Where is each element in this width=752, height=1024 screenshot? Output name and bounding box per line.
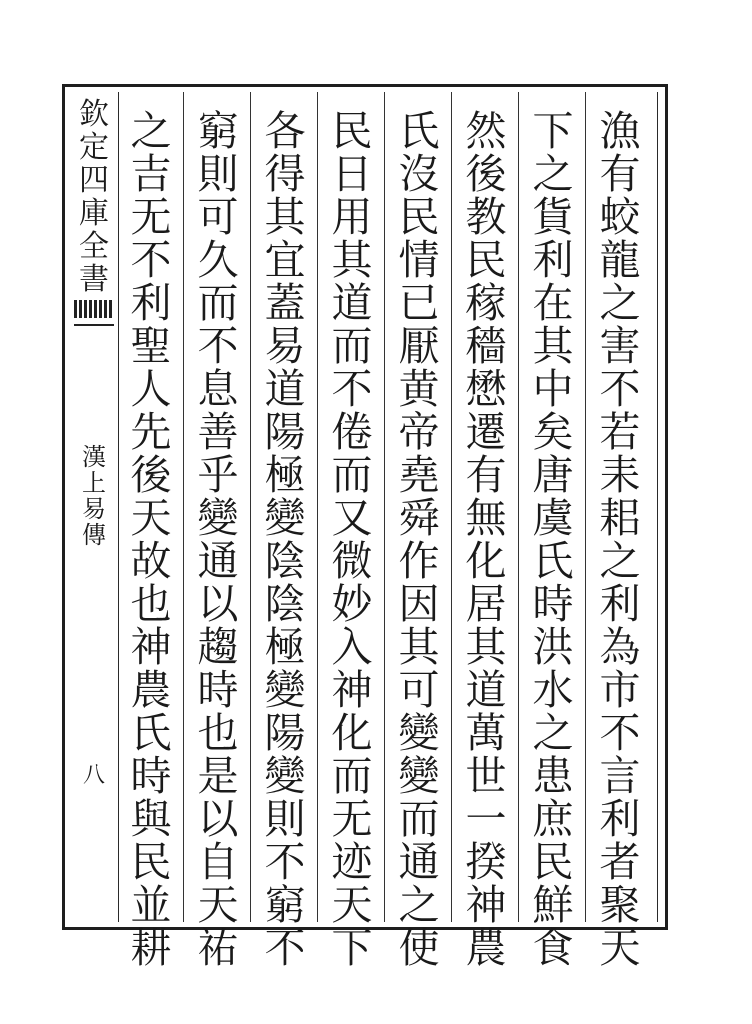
glyph: 通 xyxy=(398,838,440,886)
glyph: 有 xyxy=(465,451,507,499)
glyph: 易 xyxy=(82,495,106,523)
glyph: 漁 xyxy=(599,107,641,155)
glyph: 聖 xyxy=(130,322,172,370)
glyph: 可 xyxy=(398,666,440,714)
glyph: 不 xyxy=(130,236,172,284)
glyph: 神 xyxy=(331,666,373,714)
glyph: 變 xyxy=(264,666,306,714)
text-column-3 xyxy=(456,107,516,972)
glyph: 之 xyxy=(599,537,641,585)
glyph: 變 xyxy=(264,752,306,800)
glyph: 中 xyxy=(532,365,574,413)
glyph: 陽 xyxy=(264,709,306,757)
glyph: 與 xyxy=(130,795,172,843)
glyph: 氏 xyxy=(398,107,440,155)
glyph: 可 xyxy=(197,193,239,241)
glyph: 一 xyxy=(465,795,507,843)
glyph: 民 xyxy=(130,838,172,886)
glyph: 有 xyxy=(599,150,641,198)
glyph: 又 xyxy=(331,494,373,542)
glyph: 神 xyxy=(465,881,507,929)
glyph: 是 xyxy=(197,752,239,800)
glyph: 龍 xyxy=(599,236,641,284)
glyph: 下 xyxy=(532,107,574,155)
glyph: 已 xyxy=(398,279,440,327)
glyph: 揆 xyxy=(465,838,507,886)
glyph: 耜 xyxy=(599,494,641,542)
glyph: 然 xyxy=(465,107,507,155)
glyph: 欽 xyxy=(79,97,109,132)
glyph: 化 xyxy=(331,709,373,757)
glyph: 也 xyxy=(130,580,172,628)
glyph: 作 xyxy=(398,537,440,585)
glyph: 庶 xyxy=(532,795,574,843)
glyph: 得 xyxy=(264,150,306,198)
glyph: 遷 xyxy=(465,408,507,456)
glyph: 其 xyxy=(264,193,306,241)
glyph: 用 xyxy=(331,193,373,241)
glyph: 變 xyxy=(398,752,440,800)
glyph: 微 xyxy=(331,537,373,585)
fishtail-line xyxy=(74,324,114,326)
glyph: 稼 xyxy=(465,279,507,327)
glyph: 帝 xyxy=(398,408,440,456)
text-column-7 xyxy=(188,107,248,972)
glyph: 天 xyxy=(331,881,373,929)
glyph: 道 xyxy=(465,666,507,714)
glyph: 不 xyxy=(599,709,641,757)
glyph: 利 xyxy=(599,580,641,628)
glyph: 氏 xyxy=(130,709,172,757)
glyph: 不 xyxy=(331,365,373,413)
glyph: 道 xyxy=(264,365,306,413)
glyph: 黄 xyxy=(398,365,440,413)
glyph: 乎 xyxy=(197,451,239,499)
glyph: 道 xyxy=(331,279,373,327)
glyph: 並 xyxy=(130,881,172,929)
glyph: 患 xyxy=(532,752,574,800)
glyph: 之 xyxy=(398,881,440,929)
glyph: 氏 xyxy=(532,537,574,585)
glyph: 言 xyxy=(599,752,641,800)
glyph: 民 xyxy=(398,193,440,241)
glyph: 虞 xyxy=(532,494,574,542)
glyph: 沒 xyxy=(398,150,440,198)
column-rule xyxy=(451,92,452,922)
glyph: 不 xyxy=(197,322,239,370)
glyph: 而 xyxy=(331,752,373,800)
glyph: 息 xyxy=(197,365,239,413)
glyph: 食 xyxy=(532,924,574,972)
glyph: 時 xyxy=(130,752,172,800)
glyph: 在 xyxy=(532,279,574,327)
glyph: 時 xyxy=(197,666,239,714)
fishtail-ornament xyxy=(74,300,114,318)
glyph: 之 xyxy=(532,709,574,757)
glyph: 无 xyxy=(130,193,172,241)
column-rule xyxy=(183,92,184,922)
column-rule xyxy=(585,92,586,922)
glyph: 陰 xyxy=(264,580,306,628)
glyph: 陰 xyxy=(264,537,306,585)
glyph: 不 xyxy=(264,924,306,972)
glyph: 其 xyxy=(331,236,373,284)
glyph: 利 xyxy=(599,795,641,843)
glyph: 以 xyxy=(197,580,239,628)
glyph: 趨 xyxy=(197,623,239,671)
glyph: 因 xyxy=(398,580,440,628)
glyph: 其 xyxy=(398,623,440,671)
glyph: 善 xyxy=(197,408,239,456)
glyph: 迹 xyxy=(331,838,373,886)
glyph: 以 xyxy=(197,795,239,843)
glyph: 之 xyxy=(599,279,641,327)
glyph: 害 xyxy=(599,322,641,370)
glyph: 民 xyxy=(465,236,507,284)
column-rule xyxy=(250,92,251,922)
glyph: 天 xyxy=(197,881,239,929)
glyph: 矣 xyxy=(532,408,574,456)
glyph: 其 xyxy=(532,322,574,370)
glyph: 若 xyxy=(599,408,641,456)
glyph: 自 xyxy=(197,838,239,886)
text-column-1 xyxy=(590,107,650,972)
glyph: 洪 xyxy=(532,623,574,671)
series-title xyxy=(70,98,118,296)
glyph: 民 xyxy=(331,107,373,155)
glyph: 入 xyxy=(331,623,373,671)
glyph: 下 xyxy=(331,924,373,972)
glyph: 不 xyxy=(599,365,641,413)
glyph: 萬 xyxy=(465,709,507,757)
glyph: 耕 xyxy=(130,924,172,972)
glyph: 傳 xyxy=(82,521,106,549)
glyph: 利 xyxy=(532,236,574,284)
glyph: 各 xyxy=(264,107,306,155)
glyph: 之 xyxy=(532,150,574,198)
glyph: 不 xyxy=(264,838,306,886)
glyph: 神 xyxy=(130,623,172,671)
glyph: 人 xyxy=(130,365,172,413)
page-number: 八 xyxy=(82,763,105,788)
glyph: 吉 xyxy=(130,150,172,198)
glyph: 易 xyxy=(264,322,306,370)
glyph: 時 xyxy=(532,580,574,628)
glyph: 无 xyxy=(331,795,373,843)
glyph: 四 xyxy=(79,163,109,198)
glyph: 妙 xyxy=(331,580,373,628)
glyph: 書 xyxy=(79,262,109,297)
glyph: 變 xyxy=(264,494,306,542)
book-title xyxy=(70,444,118,548)
glyph: 定 xyxy=(79,130,109,165)
glyph: 而 xyxy=(398,795,440,843)
glyph: 變 xyxy=(197,494,239,542)
glyph: 堯 xyxy=(398,451,440,499)
margin-strip xyxy=(70,92,118,922)
glyph: 庫 xyxy=(79,196,109,231)
glyph: 而 xyxy=(331,322,373,370)
glyph: 厭 xyxy=(398,322,440,370)
glyph: 耒 xyxy=(599,451,641,499)
glyph: 則 xyxy=(197,150,239,198)
column-rule xyxy=(384,92,385,922)
glyph: 而 xyxy=(331,451,373,499)
glyph: 蛟 xyxy=(599,193,641,241)
glyph: 宜 xyxy=(264,236,306,284)
glyph: 變 xyxy=(398,709,440,757)
text-column-6 xyxy=(255,107,315,972)
glyph: 其 xyxy=(465,623,507,671)
glyph: 窮 xyxy=(264,881,306,929)
glyph: 民 xyxy=(532,838,574,886)
glyph: 日 xyxy=(331,150,373,198)
glyph: 通 xyxy=(197,537,239,585)
column-rule xyxy=(317,92,318,922)
glyph: 上 xyxy=(82,469,106,497)
glyph: 後 xyxy=(465,150,507,198)
glyph: 鮮 xyxy=(532,881,574,929)
glyph: 極 xyxy=(264,623,306,671)
glyph: 懋 xyxy=(465,365,507,413)
glyph: 貨 xyxy=(532,193,574,241)
glyph: 利 xyxy=(130,279,172,327)
text-column-2 xyxy=(523,107,583,972)
glyph: 久 xyxy=(197,236,239,284)
glyph: 蓋 xyxy=(264,279,306,327)
glyph: 後 xyxy=(130,451,172,499)
glyph: 居 xyxy=(465,580,507,628)
glyph: 全 xyxy=(79,229,109,264)
glyph: 無 xyxy=(465,494,507,542)
glyph: 天 xyxy=(599,924,641,972)
text-column-8 xyxy=(121,107,181,972)
glyph: 聚 xyxy=(599,881,641,929)
glyph: 水 xyxy=(532,666,574,714)
glyph: 唐 xyxy=(532,451,574,499)
glyph: 市 xyxy=(599,666,641,714)
glyph: 而 xyxy=(197,279,239,327)
glyph: 化 xyxy=(465,537,507,585)
glyph: 教 xyxy=(465,193,507,241)
glyph: 穡 xyxy=(465,322,507,370)
glyph: 情 xyxy=(398,236,440,284)
glyph: 先 xyxy=(130,408,172,456)
column-rule xyxy=(518,92,519,922)
glyph: 天 xyxy=(130,494,172,542)
glyph: 世 xyxy=(465,752,507,800)
glyph: 漢 xyxy=(82,443,106,471)
glyph: 者 xyxy=(599,838,641,886)
glyph: 舜 xyxy=(398,494,440,542)
glyph: 祐 xyxy=(197,924,239,972)
glyph: 倦 xyxy=(331,408,373,456)
glyph: 農 xyxy=(130,666,172,714)
glyph: 極 xyxy=(264,451,306,499)
glyph: 窮 xyxy=(197,107,239,155)
glyph: 故 xyxy=(130,537,172,585)
glyph: 使 xyxy=(398,924,440,972)
glyph: 陽 xyxy=(264,408,306,456)
text-column-5 xyxy=(322,107,382,972)
glyph: 也 xyxy=(197,709,239,757)
glyph: 農 xyxy=(465,924,507,972)
glyph: 則 xyxy=(264,795,306,843)
glyph: 為 xyxy=(599,623,641,671)
glyph: 之 xyxy=(130,107,172,155)
text-column-4 xyxy=(389,107,449,972)
